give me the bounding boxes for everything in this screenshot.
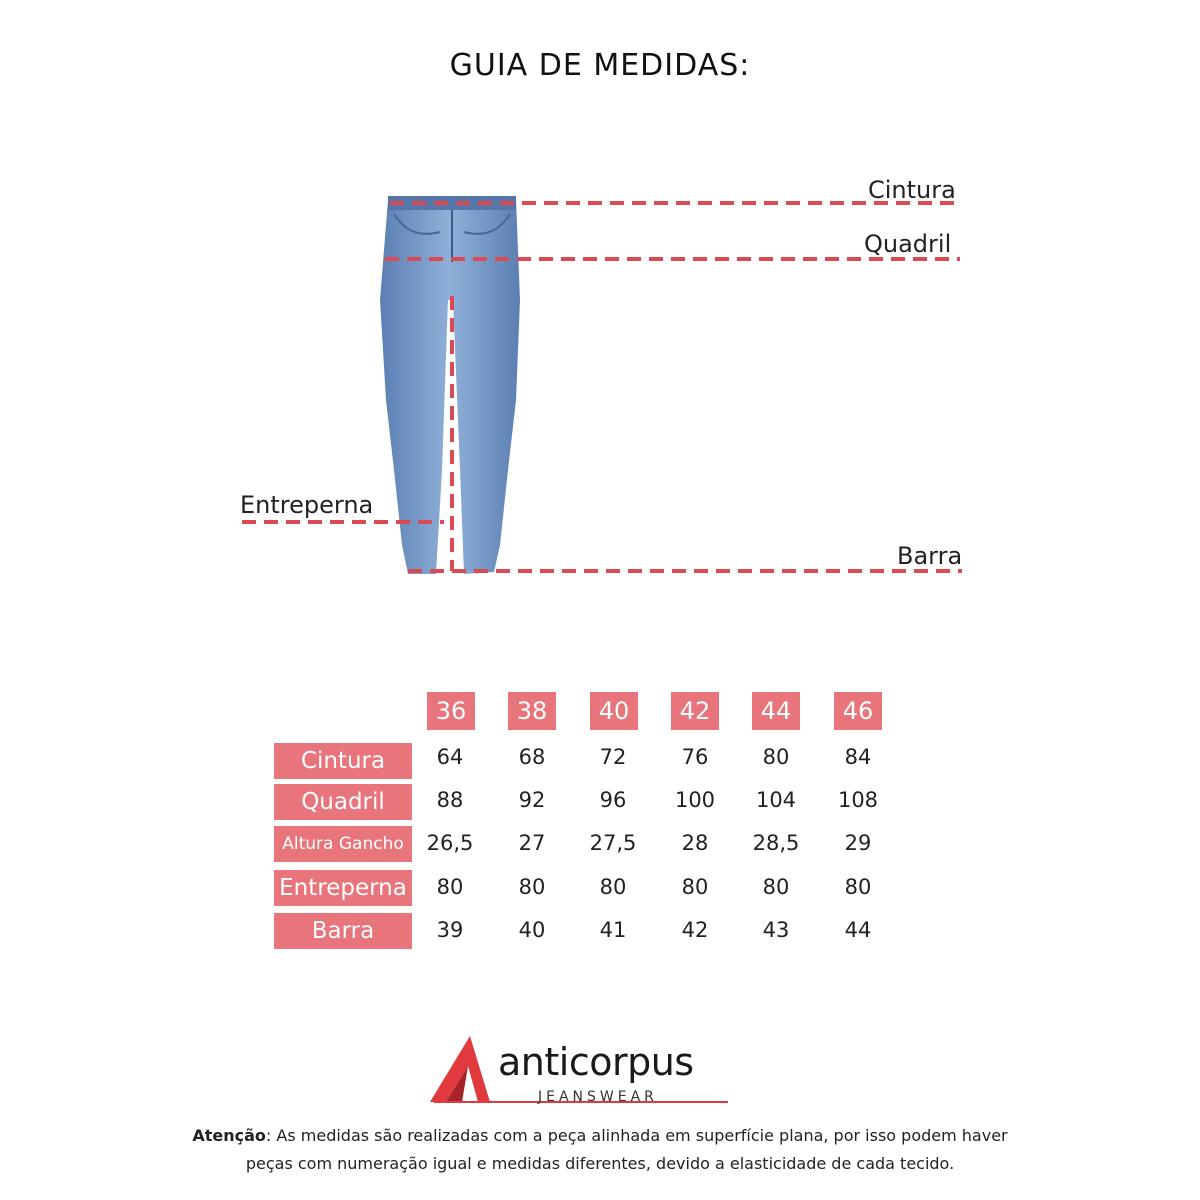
size-header-38: 38 xyxy=(508,692,556,730)
row-label-entreperna: Entreperna xyxy=(274,870,412,906)
table-cell: 96 xyxy=(599,788,627,812)
notice-bold: Atenção xyxy=(192,1126,266,1145)
size-header-40: 40 xyxy=(590,692,638,730)
table-cell: 68 xyxy=(518,745,546,769)
size-header-44: 44 xyxy=(752,692,800,730)
table-cell: 28 xyxy=(681,831,709,855)
page-title: GUIA DE MEDIDAS: xyxy=(449,48,751,83)
table-cell: 64 xyxy=(436,745,464,769)
table-cell: 104 xyxy=(755,788,797,812)
size-header-36: 36 xyxy=(427,692,475,730)
hip-label: Quadril xyxy=(864,230,952,258)
table-cell: 42 xyxy=(681,918,709,942)
table-cell: 80 xyxy=(762,875,790,899)
notice-text xyxy=(180,1122,1020,1178)
table-cell: 80 xyxy=(599,875,627,899)
table-cell: 100 xyxy=(674,788,716,812)
notice-body: : As medidas são realizadas com a peça alinhada em superfície plana, por isso podem haver peças com numeração igual e medidas diferentes, devido a elasticidade de cada tecido. xyxy=(245,1126,1008,1173)
table-cell: 80 xyxy=(762,745,790,769)
table-cell: 40 xyxy=(518,918,546,942)
waist-label: Cintura xyxy=(868,176,956,204)
table-cell: 76 xyxy=(681,745,709,769)
table-cell: 43 xyxy=(762,918,790,942)
table-cell: 92 xyxy=(518,788,546,812)
table-cell: 108 xyxy=(837,788,879,812)
row-label-cintura: Cintura xyxy=(274,743,412,779)
brand-tagline: JEANSWEAR xyxy=(538,1089,658,1105)
row-label-altura-gancho: Altura Gancho xyxy=(274,826,412,862)
row-label-quadril: Quadril xyxy=(274,784,412,820)
table-cell: 39 xyxy=(436,918,464,942)
table-cell: 27,5 xyxy=(589,831,637,855)
row-label-barra: Barra xyxy=(274,913,412,949)
table-cell: 27 xyxy=(518,831,546,855)
table-cell: 80 xyxy=(518,875,546,899)
table-cell: 72 xyxy=(599,745,627,769)
table-cell: 26,5 xyxy=(426,831,474,855)
table-cell: 28,5 xyxy=(752,831,800,855)
table-cell: 44 xyxy=(844,918,872,942)
size-header-42: 42 xyxy=(671,692,719,730)
table-cell: 80 xyxy=(844,875,872,899)
table-cell: 41 xyxy=(599,918,627,942)
table-cell: 29 xyxy=(844,831,872,855)
size-header-46: 46 xyxy=(834,692,882,730)
table-cell: 80 xyxy=(436,875,464,899)
table-cell: 88 xyxy=(436,788,464,812)
brand-name: anticorpus xyxy=(498,1040,694,1084)
hem-label: Barra xyxy=(897,542,963,570)
table-cell: 84 xyxy=(844,745,872,769)
table-cell: 80 xyxy=(681,875,709,899)
inseam-label: Entreperna xyxy=(240,491,374,519)
